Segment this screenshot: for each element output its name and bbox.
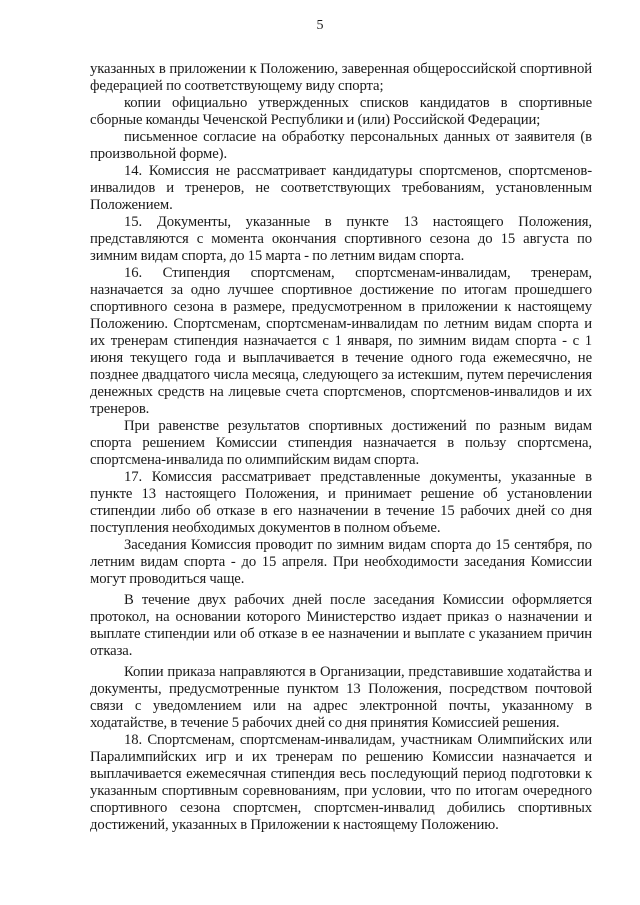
paragraph-item-18: 18. Спортсменам, спортсменам-инвалидам, участникам Олимпийских или Паралимпийских игр и их тренерам по решению Комиссии назначается и выплачивается ежемесячная стипендия весь последующий период подготовки к указанным спортивным соревнованиям, при условии, что по итогам очередного спортивного сезона спортсмен, спортсмен-инвалид добились спортивных достижений, указанных в Приложении к настоящему Положению.	[90, 732, 592, 833]
paragraph-consent: письменное согласие на обработку персональных данных от заявителя (в произвольной форме).	[90, 129, 592, 162]
paragraph-protocol: В течение двух рабочих дней после заседания Комиссии оформляется протокол, на основании которого Министерство издает приказ о назначении и выплате стипендии или об отказе в ее назначении и выплате с указанием причин отказа.	[90, 592, 592, 659]
paragraph-item-17: 17. Комиссия рассматривает представленные документы, указанные в пункте 13 настоящего Положения, и принимает решение об установлении стипендии либо об отказе в его назначении в течение 15 рабочих дней со дня поступления необходимых документов в полном объеме.	[90, 469, 592, 536]
paragraph-item-14: 14. Комиссия не рассматривает кандидатуры спортсменов, спортсменов-инвалидов и тренеров, не соответствующих требованиям, установленным Положением.	[90, 163, 592, 213]
paragraph-order-copies: Копии приказа направляются в Организации, представившие ходатайства и документы, предусмотренные пунктом 13 Положения, посредством почтовой связи с уведомлением или на адрес электронной почты, указанному в ходатайстве, в течение 5 рабочих дней со дня принятия Комиссией решения.	[90, 664, 592, 731]
paragraph-continuation: указанных в приложении к Положению, заверенная общероссийской спортивной федерацией по соответствующему виду спорта;	[90, 61, 592, 94]
paragraph-meetings: Заседания Комиссия проводит по зимним видам спорта до 15 сентября, по летним видам спорта - до 15 апреля. При необходимости заседания Комиссии могут проводиться чаще.	[90, 537, 592, 587]
paragraph-item-16: 16. Стипендия спортсменам, спортсменам-инвалидам, тренерам, назначается за одно лучшее спортивное достижение по итогам прошедшего спортивного сезона в размере, предусмотренном в приложении к настоящему Положению. Спортсменам, спортсменам-инвалидам по летним видам спорта и их тренерам стипендия назначается с 1 января, по зимним видам спорта - с 1 июня текущего года и выплачивается в течение одного года ежемесячно, не позднее двадцатого числа месяца, следующего за истекшим, путем перечисления денежных средств на лицевые счета спортсменов, спортсменов-инвалидов и их тренеров.	[90, 265, 592, 417]
document-body	[90, 61, 592, 834]
paragraph-equal-results: При равенстве результатов спортивных достижений по разным видам спорта решением Комиссии стипендия назначается в пользу спортсмена, спортсмена-инвалида по олимпийским видам спорта.	[90, 418, 592, 468]
page-number: 5	[316, 18, 324, 33]
paragraph-item-15: 15. Документы, указанные в пункте 13 настоящего Положения, представляются с момента окончания спортивного сезона до 15 августа по зимним видам спорта, до 15 марта - по летним видам спорта.	[90, 214, 592, 264]
paragraph-copies-of-lists: копии официально утвержденных списков кандидатов в спортивные сборные команды Чеченской Республики и (или) Российской Федерации;	[90, 95, 592, 128]
